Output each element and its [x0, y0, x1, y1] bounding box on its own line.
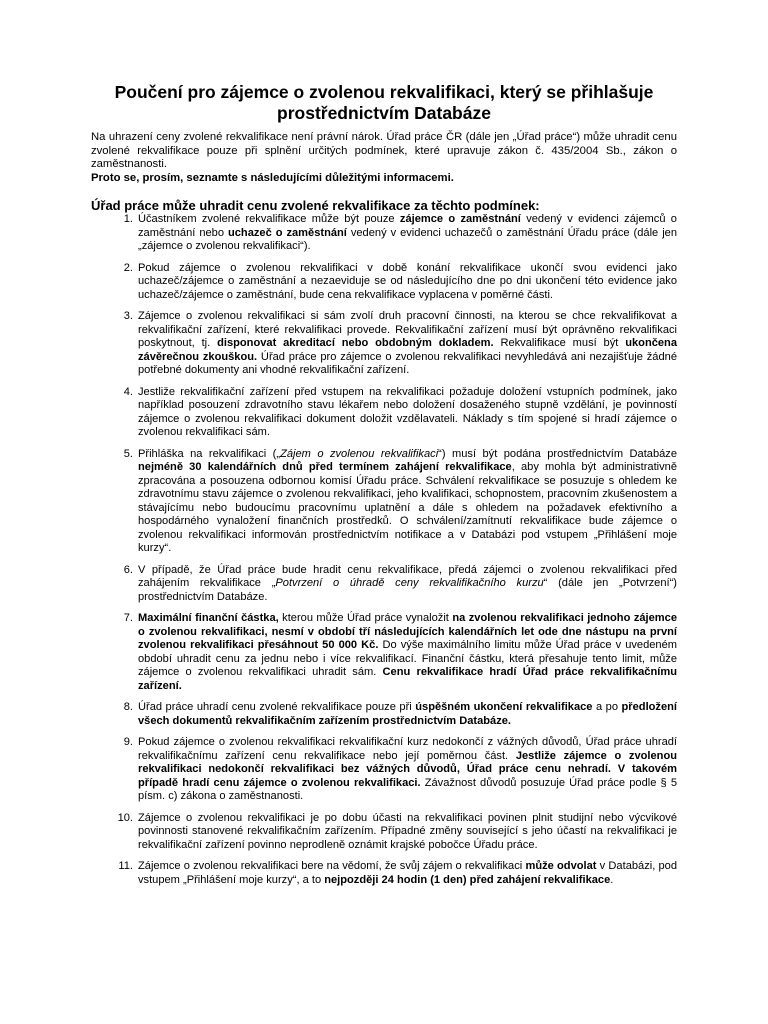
condition-text-bold: Cenu rekvalifikace hradí Úřad práce rekvalifikačnímu zařízení. — [138, 666, 677, 692]
condition-number: 7. — [123, 612, 133, 624]
document-title — [80, 82, 688, 124]
condition-text: “ (dále jen „Potvrzení“) prostřednictvím Databáze. — [138, 577, 677, 603]
condition-item — [91, 701, 677, 728]
condition-text-bold: uchazeč o zaměstnání — [227, 226, 347, 239]
condition-text: vedený v evidenci uchazečů o zaměstnání Úřadu práce (dále jen „zájemce o zvolenou rekvalifikaci“). — [138, 226, 677, 252]
condition-text: “) musí být podána prostřednictvím Databáze — [438, 447, 678, 460]
condition-text: Do výše maximálního limitu může Úřad práce v uvedeném období uhradit cenu za jednu nebo i více rekvalifikací. Finanční částku, která přesahuje tento limit, může zájemce o zvolenou rekvalifikaci uhradit sám. — [138, 639, 677, 678]
condition-text-bold: Jestliže zájemce o zvolenou rekvalifikaci nedokončí rekvalifikaci bez vážných důvodů, Úřad práce cenu nehradí. V takovém případě hradí cenu zájemce o zvolenou rekvalifikaci. — [138, 749, 677, 789]
condition-text: Zájemce o zvolenou rekvalifikaci bere na vědomí, že svůj zájem o rekvalifikaci — [138, 860, 526, 872]
condition-text: Přihláška na rekvalifikaci („ — [138, 447, 281, 460]
condition-text: Pokud zájemce o zvolenou rekvalifikaci rekvalifikační kurz nedokončí z vážných důvodů, Úřad práce uhradí rekvalifikačnímu zařízení cenu rekvalifikace nebo její poměrnou část. — [138, 736, 677, 762]
document-title-line-1: Poučení pro zájemce o zvolenou rekvalifikaci, který se přihlašuje — [114, 82, 654, 102]
condition-number: 9. — [123, 736, 133, 748]
condition-text: kterou může Úřad práce vynaložit — [278, 612, 453, 624]
condition-text-bold: nejméně 30 kalendářních dnů před termínem zahájení rekvalifikace — [138, 461, 512, 473]
condition-item — [91, 736, 677, 804]
intro-emphasis: Proto se, prosím, seznamte s následujícími důležitými informacemi. — [91, 171, 454, 184]
condition-text: v Databázi, pod vstupem „Přihlášení moje kurzy“, a to — [138, 860, 678, 886]
condition-text: vedený v evidenci zájemců o zaměstnání nebo — [138, 213, 677, 239]
condition-item — [91, 448, 677, 556]
document-title-line-2: prostřednictvím Databáze — [277, 103, 491, 123]
condition-number: 10. — [117, 811, 133, 824]
condition-text: Závažnost důvodů posuzuje Úřad práce podle § 5 písm. c) zákona o zaměstnanosti. — [138, 776, 678, 802]
condition-text: Úřad práce uhradí cenu zvolené rekvalifikace pouze při — [138, 701, 416, 713]
condition-text-bold: zájemce o zaměstnání — [399, 213, 521, 225]
condition-number: 5. — [123, 447, 133, 460]
condition-text-italic: Zájem o zvolenou rekvalifikaci — [280, 447, 439, 460]
conditions-heading: Úřad práce může uhradit cenu zvolené rekvalifikace za těchto podmínek: — [91, 198, 540, 213]
intro-paragraph — [91, 131, 677, 185]
condition-text-bold: ukončena závěrečnou zkouškou. — [138, 337, 678, 363]
condition-text-bold: může odvolat — [525, 860, 597, 872]
condition-item — [91, 860, 677, 887]
condition-text: a po — [592, 701, 622, 713]
condition-text-bold: úspěšném ukončení rekvalifikace — [415, 701, 593, 713]
condition-text-italic: Potvrzení o úhradě ceny rekvalifikačního kurzu — [275, 577, 544, 589]
condition-text: V případě, že Úřad práce bude hradit cenu rekvalifikace, předá zájemci o zvolenou rekvalifikaci před zahájením rekvalifikace „ — [138, 563, 677, 589]
condition-item — [91, 310, 677, 378]
condition-text: Pokud zájemce o zvolenou rekvalifikaci v době konání rekvalifikace ukončí svou evidenci jako uchazeč/zájemce o zaměstnání a nezaeviduje se od následujícího dne po dni ukončení této evidence jako uchazeč/zájemce o zaměstnání, bude cena rekvalifikace vyplacena v poměrné části. — [138, 261, 677, 301]
condition-item — [91, 386, 677, 440]
condition-number: 2. — [123, 261, 133, 274]
condition-item — [91, 262, 677, 303]
condition-number: 8. — [123, 701, 133, 713]
condition-number: 4. — [123, 385, 133, 398]
condition-item — [91, 812, 677, 853]
condition-text: . — [610, 873, 614, 886]
intro-text: Na uhrazení ceny zvolené rekvalifikace není právní nárok. Úřad práce ČR (dále jen „Úřad práce“) může uhradit cenu zvolené rekvalifikace pouze při splnění určitých podmínek, které upravuje zákon č. 435/2004 Sb., zákon o zaměstnanosti. — [91, 131, 677, 171]
condition-text-bold: předložení všech dokumentů rekvalifikačním zařízením prostřednictvím Databáze. — [138, 701, 678, 727]
condition-text: Jestliže rekvalifikační zařízení před vstupem na rekvalifikaci požaduje doložení vstupních podmínek, jako například posouzení zdravotního stavu lékařem nebo doložení dosaženého stupně vzdělání, je povinností zájemce o zvolenou rekvalifikaci dokument doložit vzdělavateli. Náklady s tím spojené si hradí zájemce o zvolenou rekvalifikaci sám. — [138, 385, 677, 438]
condition-text: Zájemce o zvolenou rekvalifikaci si sám zvolí druh pracovní činnosti, na kterou se chce rekvalifikovat a rekvalifikační zařízení, které rekvalifikaci provede. Rekvalifikační zařízení musí být oprávněno rekvalifikaci poskytnout, tj. — [138, 310, 677, 349]
condition-number: 6. — [123, 563, 133, 576]
condition-item — [91, 213, 677, 254]
condition-text-bold: nejpozději 24 hodin (1 den) před zahájení rekvalifikace — [324, 873, 611, 886]
condition-item — [91, 564, 677, 605]
condition-text: Účastníkem zvolené rekvalifikace může být pouze — [138, 213, 400, 225]
condition-text-bold: disponovat akreditací nebo obdobným dokladem. — [217, 337, 494, 349]
condition-text: Rekvalifikace musí být — [493, 337, 626, 349]
conditions-list — [91, 213, 677, 895]
condition-text-bold: Maximální finanční částka, — [138, 612, 279, 624]
condition-number: 1. — [123, 213, 133, 225]
condition-text: , aby mohla být administrativně zpracována a posouzena odbornou komisí Úřadu práce. Schválení rekvalifikace se posuzuje s ohledem ke zdravotnímu stavu zájemce o zvolenou rekvalifikaci, jeho kvalifikaci, schopnostem, pracovním zkušenostem a stávajícímu nebo budoucímu pracovnímu uplatnění a dále s ohledem na požadavek efektivního a hospodárného vynaložení finančních prostředků. O schválení/zamítnutí rekvalifikace bude zájemce o zvolenou rekvalifikaci informován prostřednictvím notifikace a v Databázi pod vstupem „Přihlášení moje kurzy“. — [138, 461, 678, 554]
condition-number: 3. — [123, 310, 133, 322]
condition-text: Zájemce o zvolenou rekvalifikaci je po dobu účasti na rekvalifikaci povinen plnit studijní nebo výcvikové povinnosti stanovené rekvalifikačním zařízením. Případné změny související s jeho účastí na rekvalifikaci je rekvalifikační zařízení povinno neprodleně oznámit krajské pobočce Úřadu práce. — [138, 811, 677, 851]
condition-item — [91, 612, 677, 693]
condition-number: 11. — [118, 860, 133, 872]
condition-text: Úřad práce pro zájemce o zvolenou rekvalifikaci nevyhledává ani nezajišťuje žádné potřebné dokumenty ani vhodné rekvalifikační zařízení. — [138, 350, 677, 376]
condition-text-bold: na zvolenou rekvalifikaci jednoho zájemce o zvolenou rekvalifikaci, nesmí v období tří následujících kalendářních let ode dne nástupu na první zvolenou rekvalifikaci přesáhnout 50 000 Kč. — [138, 612, 677, 651]
